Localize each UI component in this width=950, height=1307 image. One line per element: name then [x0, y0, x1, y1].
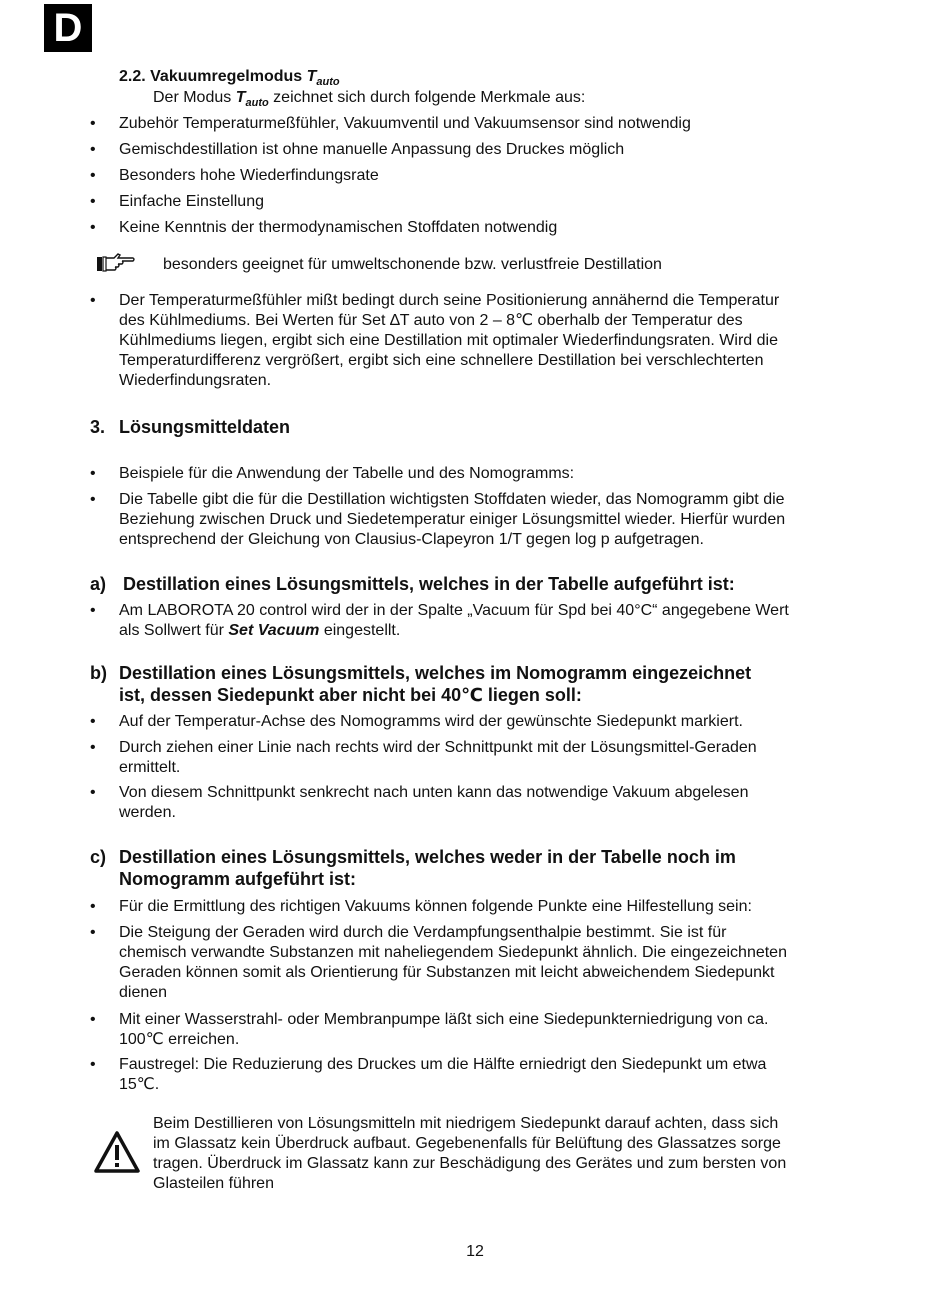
subsection-label-b: b) — [90, 663, 107, 683]
text-line: Glasteilen führen — [153, 1175, 274, 1192]
text-span: eingestellt. — [323, 622, 401, 639]
bullet — [90, 166, 100, 186]
mode-intro — [153, 88, 585, 113]
list-item — [119, 738, 864, 778]
paragraph-temperature — [119, 291, 864, 391]
subsection-title-b — [119, 662, 751, 706]
subsection-title-c — [119, 846, 736, 890]
text-line: Durch ziehen einer Linie nach rechts wird der Schnittpunkt mit der Lösungsmittel-Geraden — [119, 739, 757, 756]
list-item: Einfache Einstellung — [119, 193, 264, 210]
subsection-label-a: a) — [90, 574, 107, 594]
section-number-3: 3. — [90, 417, 106, 437]
list-item: Zubehör Temperaturmeßfühler, Vakuumventil und Vakuumsensor sind notwendig — [119, 115, 691, 132]
bullet — [90, 291, 100, 311]
section-title: Vakuumregelmodus — [150, 68, 303, 85]
bullet — [90, 1010, 100, 1030]
text-line: 15℃. — [119, 1076, 160, 1093]
intro-prefix: Der Modus — [153, 89, 232, 106]
list-item — [119, 1010, 864, 1050]
text-line: Temperaturdifferenz vergrößert, ergibt sich eine schnellere Destillation bei verschlechterten — [119, 352, 764, 369]
pointing-hand-icon — [96, 251, 136, 273]
list-item: Beispiele für die Anwendung der Tabelle und des Nomogramms: — [119, 465, 575, 482]
page-number: 12 — [466, 1243, 484, 1260]
bullet — [90, 923, 100, 943]
bullet — [90, 738, 100, 758]
text-line: tragen. Überdruck im Glassatz kann zur Beschädigung des Gerätes und zum bersten von — [153, 1155, 787, 1172]
intro-mode-letter: T — [235, 89, 246, 106]
text-line: Die Tabelle gibt die für die Destillation wichtigsten Stoffdaten wieder, das Nomogramm gibt die — [119, 491, 785, 508]
list-item — [119, 923, 864, 1003]
list-item: Besonders hohe Wiederfindungsrate — [119, 167, 379, 184]
bullet — [90, 897, 100, 917]
bullet — [90, 140, 100, 160]
text-line: Von diesem Schnittpunkt senkrecht nach unten kann das notwendige Vakuum abgelesen — [119, 784, 749, 801]
list-item — [119, 490, 864, 550]
list-item — [119, 783, 864, 823]
text-line: werden. — [119, 804, 176, 821]
title-line: Destillation eines Lösungsmittels, welches weder in der Tabelle noch im — [119, 847, 736, 867]
text-line: Der Temperaturmeßfühler mißt bedingt durch seine Positionierung annähernd die Temperatur — [119, 292, 780, 309]
text-line: Beziehung zwischen Druck und Siedetemperatur einiger Lösungsmittel wieder. Hierfür wurden — [119, 511, 786, 528]
list-item: Gemischdestillation ist ohne manuelle Anpassung des Druckes möglich — [119, 141, 625, 158]
text-line: Kühlmediums liegen, ergibt sich eine Destillation mit optimaler Wiederfindungsraten. Wird die — [119, 332, 778, 349]
text-line: Die Steigung der Geraden wird durch die Verdampfungsenthalpie bestimmt. Sie ist für — [119, 924, 727, 941]
bullet — [90, 783, 100, 803]
bullet — [90, 218, 100, 238]
text-line: dienen — [119, 984, 168, 1001]
text-line: im Glassatz kein Überdruck aufbaut. Gegebenenfalls für Belüftung des Glassatzes sorge — [153, 1135, 781, 1152]
list-item: Für die Ermittlung des richtigen Vakuums können folgende Punkte eine Hilfestellung sein: — [119, 898, 752, 915]
text-line: Geraden können somit als Orientierung für Substanzen mit leicht abweichendem Siedepunkt — [119, 964, 775, 981]
warning-text — [153, 1114, 873, 1194]
text-line: des Kühlmediums. Bei Werten für Set ∆T auto von 2 – 8℃ oberhalb der Temperatur des — [119, 312, 743, 329]
text-line — [119, 621, 864, 641]
title-line: Nomogramm aufgeführt ist: — [119, 869, 357, 889]
bullet — [90, 464, 100, 484]
note-text: besonders geeignet für umweltschonende bzw. verlustfreie Destillation — [163, 256, 662, 273]
list-item: Auf der Temperatur-Achse des Nomogramms wird der gewünschte Siedepunkt markiert. — [119, 713, 743, 730]
warning-triangle-icon — [94, 1131, 140, 1173]
set-vacuum-label: Set Vacuum — [228, 622, 320, 639]
text-line: ermittelt. — [119, 759, 181, 776]
list-item — [119, 601, 864, 641]
bullet — [90, 114, 100, 134]
title-line: Destillation eines Lösungsmittels, welches im Nomogramm eingezeichnet — [119, 663, 752, 683]
text-line: entsprechend der Gleichung von Clausius-Clapeyron 1/T gegen log p aufgetragen. — [119, 531, 704, 548]
bullet — [90, 712, 100, 732]
text-line: Am LABOROTA 20 control wird der in der Spalte „Vacuum für Spd bei 40°C“ angegebene Wert — [119, 602, 789, 619]
section-title-3: Lösungsmitteldaten — [119, 417, 291, 437]
bullet — [90, 1055, 100, 1075]
subsection-title-a: Destillation eines Lösungsmittels, welches in der Tabelle aufgeführt ist: — [123, 574, 735, 594]
list-item — [119, 1055, 864, 1095]
language-tab: D — [44, 4, 92, 52]
subsection-label-c: c) — [90, 847, 107, 867]
intro-suffix: zeichnet sich durch folgende Merkmale aus: — [273, 89, 586, 106]
bullet — [90, 490, 100, 510]
text-line: chemisch verwandte Substanzen mit naheliegendem Siedepunkt ähnlich. Die eingezeichneten — [119, 944, 787, 961]
text-line: Mit einer Wasserstrahl- oder Membranpumpe läßt sich eine Siedepunkterniedrigung von ca. — [119, 1011, 769, 1028]
mode-subscript: auto — [316, 76, 340, 89]
list-item: Keine Kenntnis der thermodynamischen Stoffdaten notwendig — [119, 219, 558, 236]
bullet — [90, 601, 100, 621]
text-line: Faustregel: Die Reduzierung des Druckes um die Hälfte erniedrigt den Siedepunkt um etwa — [119, 1056, 767, 1073]
text-line: Wiederfindungsraten. — [119, 372, 272, 389]
text-line: Beim Destillieren von Lösungsmitteln mit niedrigem Siedepunkt darauf achten, dass sich — [153, 1115, 779, 1132]
bullet — [90, 192, 100, 212]
text-span: als Sollwert für — [119, 622, 224, 639]
title-line: ist, dessen Siedepunkt aber nicht bei 40℃ liegen soll: — [119, 685, 582, 705]
text-line: 100℃ erreichen. — [119, 1031, 240, 1048]
mode-letter: T — [306, 68, 317, 85]
section-number: 2.2. — [119, 68, 146, 85]
intro-mode-subscript: auto — [245, 97, 269, 110]
